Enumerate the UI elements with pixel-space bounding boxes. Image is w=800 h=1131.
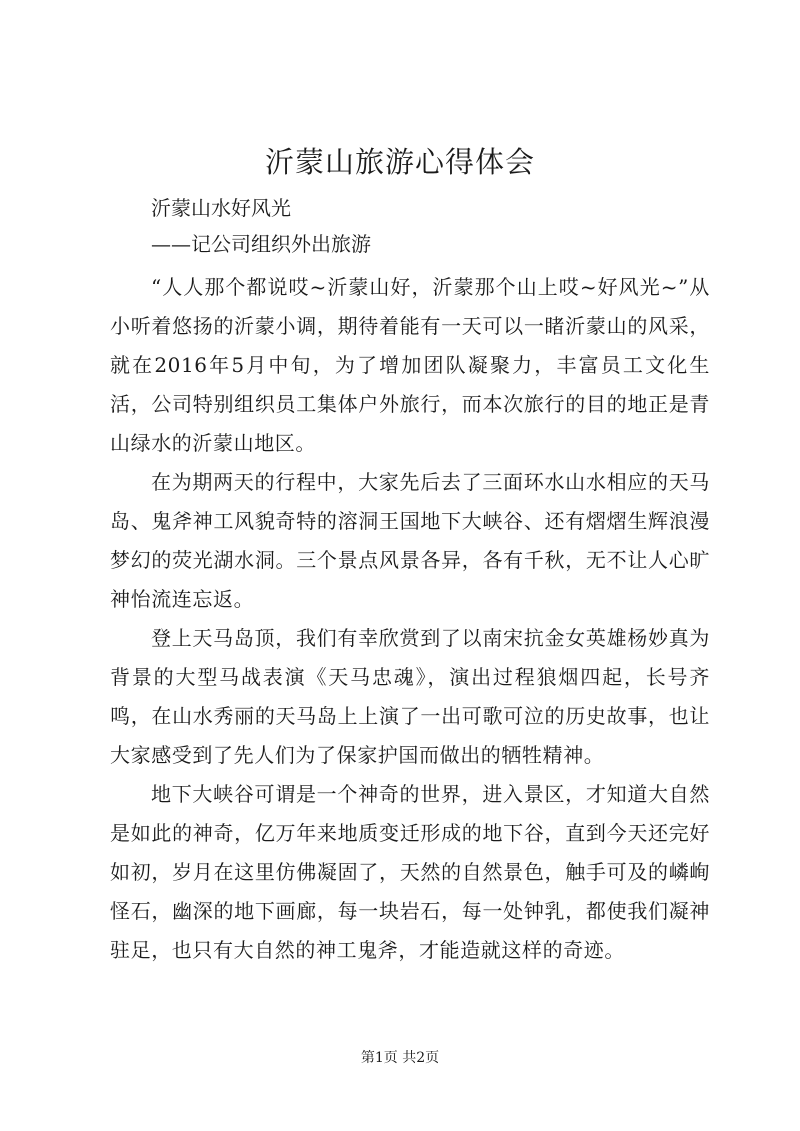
body-paragraph: 登上天马岛顶，我们有幸欣赏到了以南宋抗金女英雄杨妙真为背景的大型马战表演《天马忠魂》，演出过程狼烟四起，长号齐鸣，在山水秀丽的天马岛上上演了一出可歌可泣的历史故事，也让大家感受到了先人们为了保家护国而做出的牺牲精神。 bbox=[110, 626, 710, 767]
document-title: 沂蒙山旅游心得体会 bbox=[264, 145, 535, 179]
page-footer: 第1页 共2页 bbox=[360, 1050, 440, 1066]
subtitle-line: 沂蒙山水好风光 bbox=[151, 196, 291, 220]
body-paragraph: 在为期两天的行程中，大家先后去了三面环水山水相应的天马岛、鬼斧神工风貌奇特的溶洞王国地下大峡谷、还有熠熠生辉浪漫梦幻的荧光湖水洞。三个景点风景各异，各有千秋，无不让人心旷神怡流连忘返。 bbox=[110, 470, 710, 611]
document-body bbox=[110, 268, 710, 970]
body-paragraph: 地下大峡谷可谓是一个神奇的世界，进入景区，才知道大自然是如此的神奇，亿万年来地质变迁形成的地下谷，直到今天还完好如初，岁月在这里仿佛凝固了，天然的自然景色，触手可及的嶙峋怪石，幽深的地下画廊，每一块岩石，每一处钟乳，都使我们凝神驻足，也只有大自然的神工鬼斧，才能造就这样的奇迹。 bbox=[110, 782, 710, 962]
body-paragraph: “人人那个都说哎~沂蒙山好，沂蒙那个山上哎~好风光~”从小听着悠扬的沂蒙小调，期待着能有一天可以一睹沂蒙山的风采，就在2016年5月中旬，为了增加团队凝聚力，丰富员工文化生活，公司特别组织员工集体户外旅行，而本次旅行的目的地正是青山绿水的沂蒙山地区。 bbox=[110, 275, 710, 455]
subtitle-line: ——记公司组织外出旅游 bbox=[151, 232, 371, 256]
